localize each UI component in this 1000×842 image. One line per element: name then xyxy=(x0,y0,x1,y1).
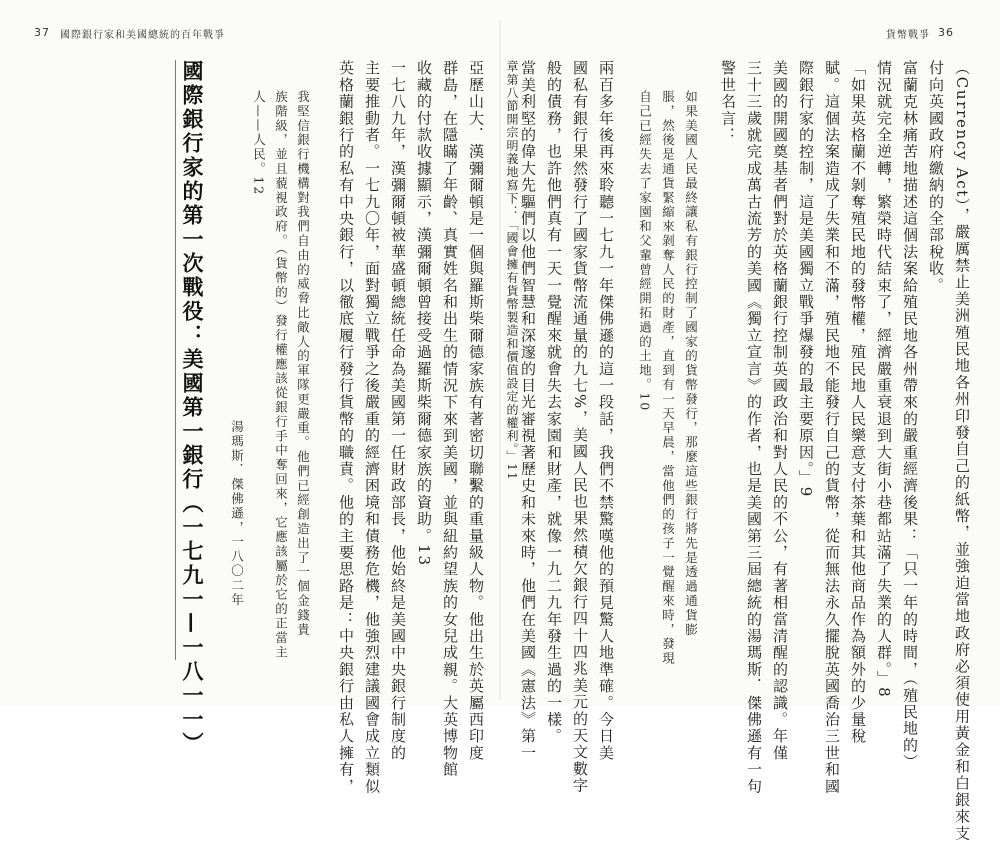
left-quote-attribution: 湯瑪斯．傑佛遜，一八〇二年 xyxy=(229,420,245,608)
right-page-number: 36 xyxy=(938,26,954,39)
right-line-a-6: 賦。這個法案造成了失業和不滿，殖民地不能發行自己的貨幣，從而無法永久擺脫英國喬治三世和國 xyxy=(823,60,841,795)
right-line-a-4: 情況就完全逆轉，繁榮時代結束了，經濟嚴重衰退到大街小巷都站滿了失業的人群。」8 xyxy=(875,60,893,699)
right-line-a-1: （Currency Act），嚴厲禁止美洲殖民地各州印發自己的紙幣，並強迫當地政府必須使用黃金和白銀來支 xyxy=(953,60,971,842)
right-running-header: 貨幣戰爭 xyxy=(886,30,930,41)
right-line-b-5: 章第八節開宗明義地寫下：「國會擁有貨幣製造和價值設定的權利。」11 xyxy=(505,60,519,481)
right-line-a-5: 「如果英格蘭不剝奪殖民地的發幣權，殖民地人民樂意支付茶葉和其他商品作為額外的少量稅 xyxy=(849,60,867,745)
right-line-a-7: 際銀行家的控制，這是美國獨立戰爭爆發的最主要原因。」9 xyxy=(797,60,815,498)
left-running-header: 國際銀行家和美國總統的百年戰爭 xyxy=(60,30,225,41)
right-line-a-10: 警世名言： xyxy=(719,60,737,144)
left-body-line-2: 群島，在隱瞞了年齡、真實姓名和出生的情況下來到美國，並與紐約望族的女兒成親。大英博物館 xyxy=(441,60,459,779)
book-gutter xyxy=(499,20,501,700)
left-quote-line-1: 我堅信銀行機構對我們自由的威脅比敵人的軍隊更嚴重。他們已經創造出了一個金錢貴 xyxy=(295,90,311,638)
right-line-a-3: 富蘭克林痛苦地描述這個法案給殖民地各州帶來的嚴重經濟後果：「只一年的時間，（殖民地的） xyxy=(901,60,919,771)
left-body-line-1: 亞歷山大．漢彌爾頓是一個與羅斯柴爾德家族有著密切聯繫的重量級人物。他出生於英屬西印度 xyxy=(467,60,485,762)
right-line-b-3: 般的債務，也許他們真有一天一覺醒來就會失去家園和財產，就像一九二九年發生過的一樣。 xyxy=(545,60,563,745)
left-body-line-3: 收藏的付款收據顯示，漢彌爾頓曾接受過羅斯柴爾德家族的資助。13 xyxy=(415,60,433,567)
right-quote-line-3: 自己已經失去了家園和父輩曾經開拓過的土地。10 xyxy=(637,90,653,413)
right-line-b-4: 當美利堅的偉大先驅們以他們智慧和深邃的目光審視著歷史和未來時，他們在美國《憲法》第一 xyxy=(519,60,537,762)
left-quote-line-3: 人——人民。12 xyxy=(251,90,267,197)
left-quote-line-2: 族階級，並且藐視政府。（貨幣的）發行權應該從銀行手中奪回來，它應該屬於它的正當主 xyxy=(273,90,289,660)
right-quote-line-2: 脹，然後是通貨緊縮來剝奪人民的財產，直到有一天早晨，當他們的孩子一覺醒來時，發現 xyxy=(660,90,676,666)
left-page-number: 37 xyxy=(34,26,50,39)
left-body-line-4: 一七八九年，漢彌爾頓被華盛頓總統任命為美國第一任財政部長，他始終是美國中央銀行制度的 xyxy=(389,60,407,762)
left-body-line-6: 英格蘭銀行的私有中央銀行，以徹底履行發行貨幣的職責。他的主要思路是：中央銀行由私人擁有， xyxy=(337,60,355,795)
right-line-a-8: 美國的開國奠基者們對於英格蘭銀行控制英國政治和對人民的不公，有著相當清醒的認識。年僅 xyxy=(771,60,789,762)
left-body-line-5: 主要推動者。一七九〇年，面對獨立戰爭之後嚴重的經濟困境和債務危機，他強烈建議國會成立類似 xyxy=(363,60,381,795)
right-line-a-9: 三十三歲就完成萬古流芳的美國《獨立宣言》的作者，也是美國第三屆總統的湯瑪斯．傑佛遜有一句 xyxy=(745,60,763,795)
right-line-b-2: 國私有銀行果然發行了國家貨幣流通量的九七%，美國人民也果然積欠銀行四十四兆美元的天文數字 xyxy=(571,60,589,795)
right-line-b-1: 兩百多年後再來聆聽一七九一年傑佛遜的這一段話，我們不禁驚嘆他的預見驚人地準確。今日美 xyxy=(597,60,615,762)
right-quote-line-1: 如果美國人民最終讓私有銀行控制了國家的貨幣發行，那麼這些銀行將先是透過通貨膨 xyxy=(683,90,699,638)
section-title: 國際銀行家的第一次戰役：美國第一銀行（一七九一—一八一一） xyxy=(175,60,203,660)
right-line-a-2: 付向英國政府繳納的全部稅收。 xyxy=(927,60,945,294)
